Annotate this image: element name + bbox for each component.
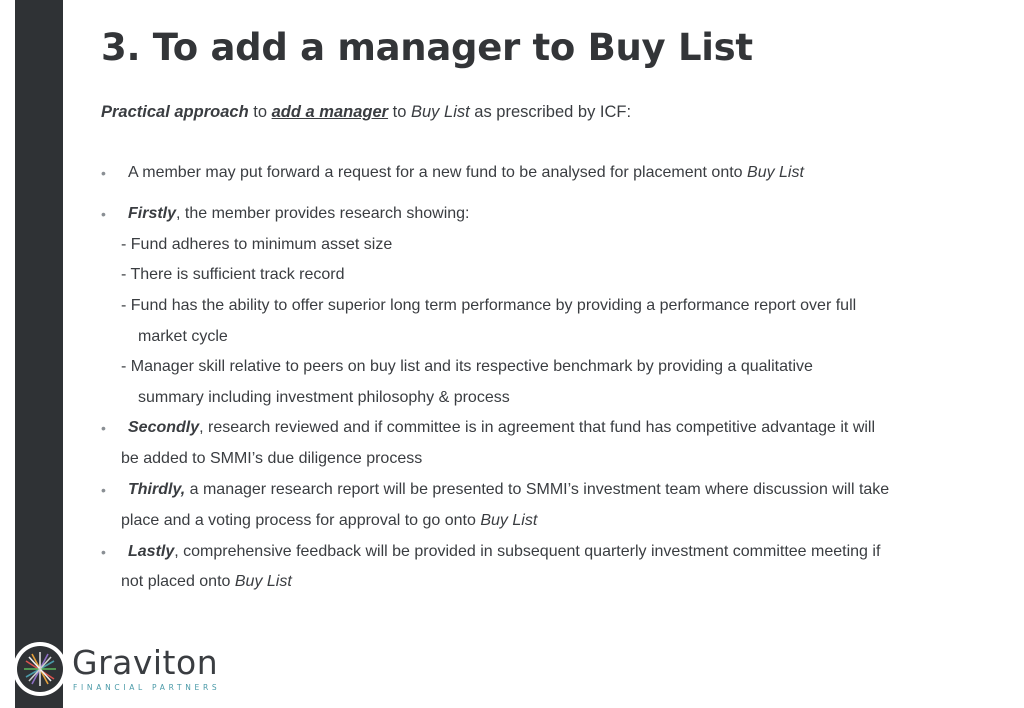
logo-tagline: FINANCIAL PARTNERS	[73, 683, 221, 692]
bullet-continuation	[121, 510, 537, 532]
bullet-text	[128, 162, 804, 184]
intro-text: to	[388, 103, 411, 121]
sub-item: - Fund adheres to minimum asset size	[121, 236, 393, 253]
bullet-lead: Secondly	[128, 419, 200, 436]
continuation-italic: Buy List	[234, 573, 292, 590]
bullet-lead: Lastly	[128, 543, 175, 560]
bullet-text-italic: Buy List	[747, 164, 804, 181]
intro-line	[101, 101, 631, 123]
bullet-text-main: , research reviewed and if committee is in agreement that fund has competitive advantage it will	[199, 419, 876, 436]
intro-text: as prescribed by ICF:	[469, 103, 632, 121]
bullet-lead: Thirdly,	[128, 481, 186, 498]
bullet-lead: Firstly	[128, 205, 177, 222]
intro-underlined: add a manager	[271, 103, 389, 121]
intro-text: to	[248, 103, 272, 121]
continuation-italic: Buy List	[480, 512, 538, 529]
company-logo	[12, 641, 242, 699]
sub-item: - There is sufficient track record	[121, 266, 345, 283]
bullet-text-main: a manager research report will be presented to SMMI’s investment team where discussion will take	[185, 481, 890, 498]
bullet-dot: •	[101, 420, 106, 436]
bullet-text	[128, 203, 469, 225]
continuation-text: place and a voting process for approval to go onto	[121, 512, 481, 529]
bullet-dot: •	[101, 206, 106, 222]
sub-item: - Fund has the ability to offer superior long term performance by providing a performance report over full	[121, 297, 857, 314]
left-sidebar-bar	[15, 0, 63, 708]
bullet-dot: •	[101, 544, 106, 560]
bullet-continuation: be added to SMMI’s due diligence process	[121, 450, 423, 467]
bullet-text	[128, 541, 880, 563]
sub-item-continuation: market cycle	[138, 328, 228, 345]
bullet-continuation	[121, 571, 292, 593]
bullet-text-main: A member may put forward a request for a new fund to be analysed for placement onto	[128, 164, 748, 181]
bullet-dot: •	[101, 482, 106, 498]
bullet-text-main: , comprehensive feedback will be provided in subsequent quarterly investment committee meeting if	[174, 543, 881, 560]
bullet-text-main: , the member provides research showing:	[176, 205, 470, 222]
intro-emphasis: Practical approach	[101, 103, 249, 121]
graviton-logo-icon	[12, 641, 68, 697]
bullet-dot: •	[101, 165, 106, 181]
sub-item: - Manager skill relative to peers on buy list and its respective benchmark by providing a qualitative	[121, 358, 813, 375]
slide-title: 3. To add a manager to Buy List	[101, 26, 753, 69]
intro-italic: Buy List	[411, 103, 470, 121]
bullet-text	[128, 479, 889, 501]
sub-item-continuation: summary including investment philosophy & process	[138, 389, 510, 406]
logo-wordmark: Graviton	[72, 643, 219, 682]
bullet-text	[128, 417, 875, 439]
continuation-text: not placed onto	[121, 573, 235, 590]
